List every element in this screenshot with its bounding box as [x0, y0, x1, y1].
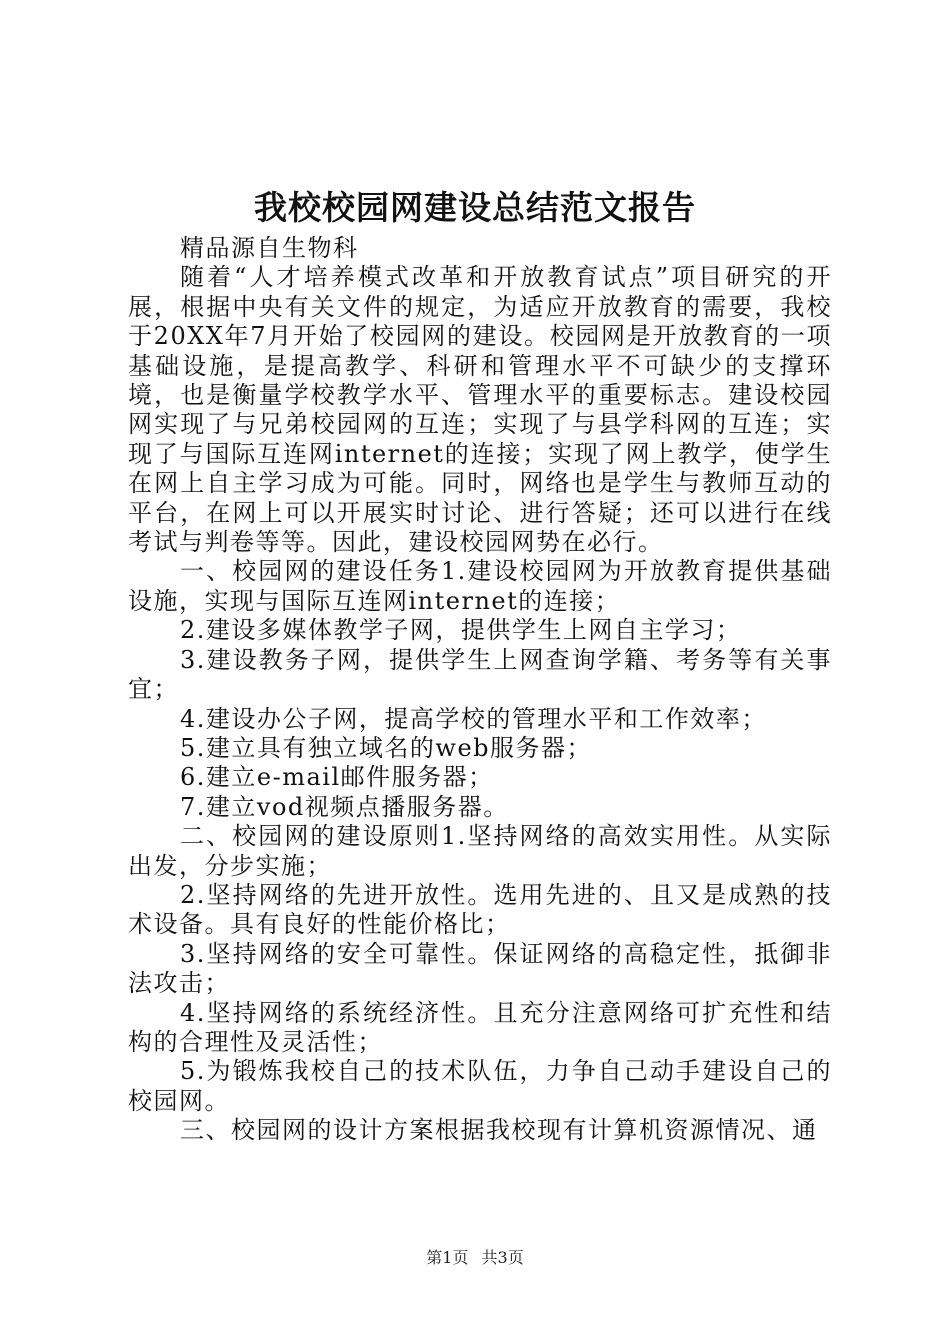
paragraph-task-4: 4.建设办公子网，提高学校的管理水平和工作效率； — [180, 704, 767, 733]
document-title: 我校校园网建设总结范文报告 — [254, 188, 696, 227]
paragraph-principle-4: 4.坚持网络的系统经济性。且充分注意网络可扩充性和结构的合理性及灵活性； — [128, 998, 832, 1056]
paragraph-principle-heading: 二、校园网的建设原则1.坚持网络的高效实用性。从实际出发，分步实施； — [128, 822, 832, 880]
paragraph-task-3: 3.建设教务子网，提供学生上网查询学籍、考务等有关事宜； — [128, 645, 832, 704]
paragraph-intro: 随着“人才培养模式改革和开放教育试点”项目研究的开展，根据中央有关文件的规定，为适应开放教育的需要，我校于20XX年7月开始了校园网的建设。校园网是开放教育的一项基础设施，是提高教学、科研和管理水平不可缺少的支撑环境，也是衡量学校教学水平、管理水平的重要标志。建设校园网实现了与兄弟校园网的互连；实现了与县学科网的互连；实现了与国际互连网internet的连接；实现了网上教学，使学生在网上自主学习成为可能。同时，网络也是学生与教师互动的平台，在网上可以开展实时讨论、进行答疑；还可以进行在线考试与判卷等等。因此，建设校园网势在必行。 — [128, 263, 832, 557]
page-footer — [0, 1246, 950, 1270]
paragraph-task-heading: 一、校园网的建设任务1.建设校园网为开放教育提供基础设施，实现与国际互连网internet的连接； — [128, 557, 832, 615]
paragraph-task-2: 2.建设多媒体教学子网，提供学生上网自主学习； — [180, 616, 742, 645]
paragraph-task-5: 5.建立具有独立域名的web服务器； — [180, 733, 593, 762]
paragraph-design-heading: 三、校园网的设计方案根据我校现有计算机资源情况、通 — [180, 1116, 818, 1145]
paragraph-principle-3: 3.坚持网络的安全可靠性。保证网络的高稳定性，抵御非法攻击； — [128, 939, 832, 998]
paragraph-source: 精品源自生物科 — [180, 234, 359, 262]
paragraph-principle-5: 5.为锻炼我校自己的技术队伍，力争自己动手建设自己的校园网。 — [128, 1057, 832, 1115]
paragraph-task-6: 6.建立e-mail邮件服务器； — [180, 763, 494, 792]
page-number: 第1页 — [426, 1248, 469, 1267]
paragraph-task-7: 7.建立vod视频点播服务器。 — [180, 792, 509, 821]
paragraph-principle-2: 2.坚持网络的先进开放性。选用先进的、且又是成熟的技术设备。具有良好的性能价格比； — [128, 880, 832, 939]
page-total: 共3页 — [481, 1248, 524, 1267]
document-body — [128, 234, 832, 1146]
